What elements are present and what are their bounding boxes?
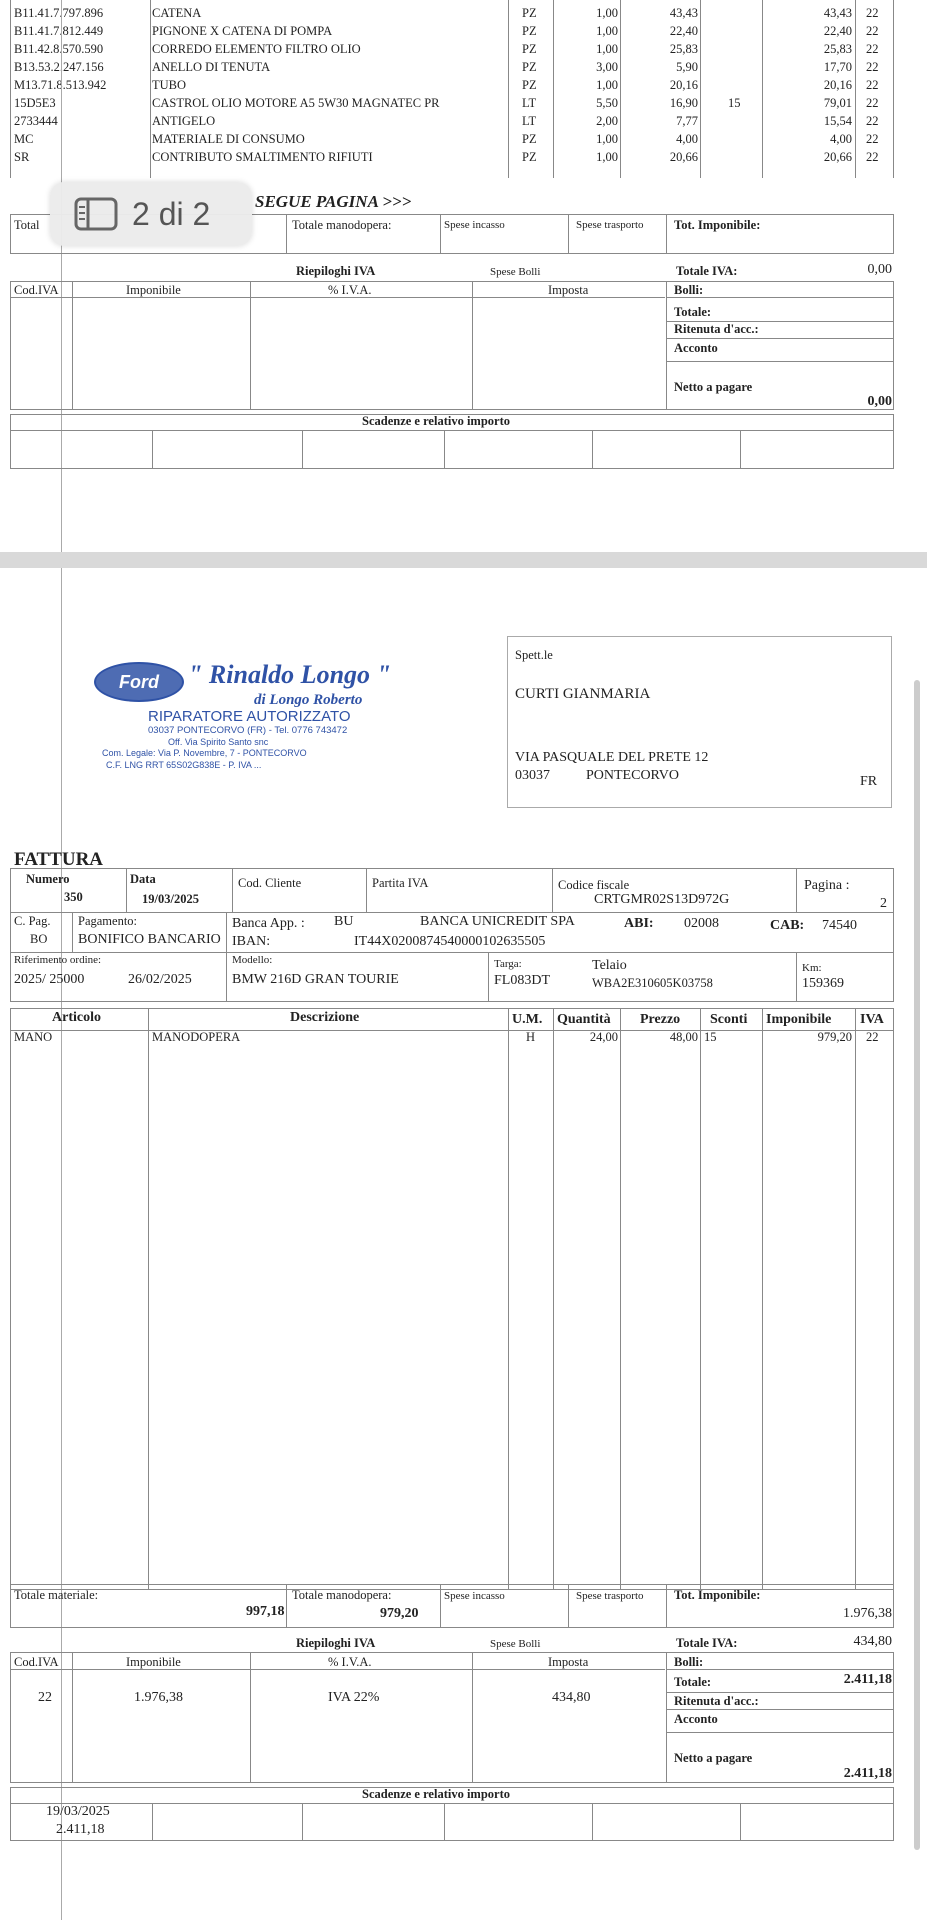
cpag-value: BO — [30, 932, 48, 946]
rule — [666, 1732, 894, 1733]
netto-value: 2.411,18 — [843, 1766, 892, 1781]
rule — [666, 338, 894, 339]
totale-label: Totale: — [674, 305, 712, 319]
scadenze-label: Scadenze e relativo importo — [362, 414, 510, 428]
rule — [762, 1008, 763, 1590]
row-code: B11.41.7.797.896 — [14, 6, 104, 20]
iva-summary-box — [10, 281, 894, 410]
row-price: 22,40 — [669, 24, 698, 38]
cab-label: CAB: — [770, 918, 805, 933]
spese-trasporto-label: Spese trasporto — [576, 1590, 644, 1602]
targa-value: FL083DT — [494, 973, 550, 988]
row-disc: 15 — [728, 96, 741, 110]
telaio-value: WBA2E310605K03758 — [592, 976, 713, 990]
row-qty: 1,00 — [596, 24, 618, 38]
cod-cliente-label: Cod. Cliente — [238, 876, 302, 890]
rule — [10, 912, 894, 913]
row-desc: MATERIALE DI CONSUMO — [152, 132, 305, 146]
rule — [152, 430, 153, 469]
totale-iva-label: Totale IVA: — [676, 264, 738, 278]
rule — [286, 1584, 287, 1628]
scrollbar[interactable] — [914, 680, 920, 1850]
pagamento-value: BONIFICO BANCARIO — [78, 932, 221, 947]
rule — [444, 1803, 445, 1841]
rule — [592, 430, 593, 469]
iban-value: IT44X0200874540000102635505 — [354, 934, 546, 949]
rule — [740, 1803, 741, 1841]
rule — [61, 0, 62, 552]
rule — [855, 0, 856, 178]
row-amount: 20,16 — [823, 78, 852, 92]
col-sconti: Sconti — [710, 1012, 748, 1027]
row-amount: 17,70 — [823, 60, 852, 74]
row-price: 16,90 — [669, 96, 698, 110]
rule — [508, 0, 509, 178]
row-qty: 1,00 — [596, 78, 618, 92]
rule — [10, 1803, 894, 1804]
totale-value: 2.411,18 — [843, 1672, 892, 1687]
rule — [620, 1008, 621, 1590]
row-price: 48,00 — [669, 1030, 698, 1044]
rule — [553, 0, 554, 178]
cod-iva-value: 22 — [38, 1690, 52, 1705]
tot-imponibile-label: Tot. Imponibile: — [674, 218, 761, 232]
row-desc: TUBO — [152, 78, 187, 92]
imposta-label: Imposta — [548, 283, 589, 297]
spese-trasporto-label: Spese trasporto — [576, 219, 644, 231]
imposta-value: 434,80 — [552, 1690, 591, 1705]
rule — [592, 1803, 593, 1841]
row-um: PZ — [522, 132, 537, 146]
rule — [10, 952, 894, 953]
imponibile-label: Imponibile — [126, 1655, 181, 1669]
codice-fiscale-value: CRTGMR02S13D972G — [594, 892, 730, 907]
rule — [855, 1008, 856, 1590]
rule — [226, 952, 227, 1002]
page-separator — [0, 552, 927, 568]
rule — [232, 868, 233, 912]
row-qty: 2,00 — [596, 114, 618, 128]
totale-iva-value: 434,80 — [853, 1634, 892, 1649]
row-code: 15D5E3 — [14, 96, 56, 110]
totale-materiale-value: 997,18 — [246, 1604, 285, 1619]
page-indicator-text: 2 di 2 — [132, 195, 211, 232]
row-code: M13.71.8.513.942 — [14, 78, 107, 92]
pagamento-label: Pagamento: — [78, 914, 138, 928]
row-code: 2733444 — [14, 114, 58, 128]
abi-label: ABI: — [624, 916, 654, 931]
rule — [226, 912, 227, 952]
bolli-label: Bolli: — [674, 1655, 704, 1669]
col-imponibile: Imponibile — [766, 1012, 832, 1027]
totale-iva-label: Totale IVA: — [676, 1636, 738, 1650]
sidebar-icon — [74, 197, 118, 231]
row-desc: MANODOPERA — [152, 1030, 241, 1044]
row-desc: CORREDO ELEMENTO FILTRO OLIO — [152, 42, 361, 56]
row-um: H — [526, 1030, 536, 1044]
row-desc: ANTIGELO — [152, 114, 216, 128]
cod-iva-label: Cod.IVA — [14, 1655, 59, 1669]
banca-code: BU — [334, 914, 354, 929]
row-vat: 22 — [866, 6, 879, 20]
row-code: B11.41.7.812.449 — [14, 24, 104, 38]
row-um: PZ — [522, 150, 537, 164]
perc-iva-label: % I.V.A. — [328, 283, 372, 297]
spese-incasso-label: Spese incasso — [444, 1590, 505, 1602]
col-descrizione: Descrizione — [290, 1010, 360, 1025]
rule — [893, 0, 894, 178]
rule — [553, 1008, 554, 1590]
data-label: Data — [130, 872, 156, 886]
row-code: MANO — [14, 1030, 53, 1044]
numero-label: Numero — [26, 872, 70, 886]
segue-pagina: SEGUE PAGINA >>> — [255, 192, 412, 211]
stamp-title: RIPARATORE AUTORIZZATO — [148, 708, 351, 725]
rule — [72, 912, 73, 952]
km-label: Km: — [802, 962, 822, 974]
row-amount: 79,01 — [823, 96, 852, 110]
col-quantita: Quantità — [557, 1012, 611, 1027]
row-code: SR — [14, 150, 30, 164]
stamp-line3: Com. Legale: Via P. Novembre, 7 - PONTECORVO — [102, 748, 307, 758]
totale-materiale-label: Totale materiale: — [14, 1588, 99, 1602]
perc-iva-value: IVA 22% — [328, 1690, 380, 1705]
iva-summary-box — [10, 1652, 894, 1783]
rule — [148, 1008, 149, 1590]
row-um: PZ — [522, 60, 537, 74]
rif-ordine-value: 2025/ 25000 — [14, 972, 85, 987]
recipient-cap: 03037 — [515, 768, 550, 783]
rule — [250, 281, 251, 410]
row-vat: 22 — [866, 96, 879, 110]
row-qty: 1,00 — [596, 42, 618, 56]
rule — [568, 214, 569, 254]
rif-ordine-date: 26/02/2025 — [128, 972, 192, 987]
row-vat: 22 — [866, 24, 879, 38]
row-code: B13.53.2.247.156 — [14, 60, 104, 74]
imponibile-label: Imponibile — [126, 283, 181, 297]
row-desc: CATENA — [152, 6, 202, 20]
recipient-city: PONTECORVO — [586, 768, 679, 783]
rule — [488, 952, 489, 1002]
rule — [472, 1652, 473, 1783]
rule — [440, 214, 441, 254]
tot-imponibile-label: Tot. Imponibile: — [674, 1588, 761, 1602]
rule — [72, 281, 73, 410]
row-um: PZ — [522, 6, 537, 20]
imposta-label: Imposta — [548, 1655, 589, 1669]
rule — [666, 1584, 667, 1628]
rule — [444, 430, 445, 469]
row-desc: CONTRIBUTO SMALTIMENTO RIFIUTI — [152, 150, 373, 164]
row-code: MC — [14, 132, 34, 146]
rule — [796, 952, 797, 1002]
totale-manodopera-label: Totale manodopera: — [292, 1588, 392, 1602]
rule — [508, 1008, 509, 1590]
stamp-line2: Off. Via Spirito Santo snc — [168, 737, 269, 747]
totale-manodopera-label: Totale manodopera: — [292, 218, 392, 232]
rule — [366, 868, 367, 912]
rule — [620, 0, 621, 178]
stamp-line1: 03037 PONTECORVO (FR) - Tel. 0776 743472 — [148, 725, 348, 736]
rule — [286, 214, 287, 254]
ritenuta-label: Ritenuta d'acc.: — [674, 1694, 759, 1708]
modello-label: Modello: — [232, 954, 273, 966]
rule — [302, 430, 303, 469]
rule — [10, 430, 894, 431]
recipient-box — [507, 636, 892, 808]
col-um: U.M. — [512, 1012, 543, 1027]
row-vat: 22 — [866, 150, 879, 164]
iban-label: IBAN: — [232, 934, 271, 949]
banca-name: BANCA UNICREDIT SPA — [420, 914, 575, 929]
row-qty: 5,50 — [596, 96, 618, 110]
col-iva: IVA — [860, 1012, 884, 1027]
page-indicator-badge[interactable] — [50, 182, 252, 246]
cod-iva-label: Cod.IVA — [14, 283, 59, 297]
pagina-label: Pagina : — [804, 878, 850, 893]
stamp-name: " Rinaldo Longo " — [188, 660, 391, 689]
riepiloghi-iva-label: Riepiloghi IVA — [296, 264, 376, 278]
rule — [666, 1692, 894, 1693]
row-vat: 22 — [866, 114, 879, 128]
row-code: B11.42.8.570.590 — [14, 42, 104, 56]
scadenze-label: Scadenze e relativo importo — [362, 1787, 510, 1801]
invoice-page-1 — [0, 0, 927, 552]
row-vat: 22 — [866, 78, 879, 92]
rule — [762, 0, 763, 178]
col-prezzo: Prezzo — [640, 1012, 681, 1027]
row-um: PZ — [522, 24, 537, 38]
banca-label: Banca App. : — [232, 916, 305, 931]
row-desc: PIGNONE X CATENA DI POMPA — [152, 24, 333, 38]
abi-value: 02008 — [684, 916, 719, 931]
rule — [568, 1584, 569, 1628]
row-qty: 1,00 — [596, 132, 618, 146]
row-amount: 22,40 — [823, 24, 852, 38]
row-um: PZ — [522, 78, 537, 92]
numero-value: 350 — [64, 890, 83, 904]
netto-value: 0,00 — [867, 394, 892, 409]
row-qty: 1,00 — [596, 150, 618, 164]
targa-label: Targa: — [494, 958, 522, 970]
row-price: 4,00 — [676, 132, 698, 146]
codice-fiscale-label: Codice fiscale — [558, 878, 630, 892]
perc-iva-label: % I.V.A. — [328, 1655, 372, 1669]
row-amount: 979,20 — [817, 1030, 852, 1044]
row-price: 25,83 — [669, 42, 698, 56]
pagina-value: 2 — [880, 896, 887, 911]
row-um: PZ — [522, 42, 537, 56]
rule — [552, 868, 553, 912]
rule — [666, 1709, 894, 1710]
row-amount: 43,43 — [823, 6, 852, 20]
rule — [440, 1584, 441, 1628]
row-price: 5,90 — [676, 60, 698, 74]
bolli-label: Bolli: — [674, 283, 704, 297]
rule — [666, 361, 894, 362]
row-price: 43,43 — [669, 6, 698, 20]
cpag-label: C. Pag. — [14, 914, 51, 928]
cab-value: 74540 — [822, 918, 857, 933]
imponibile-value: 1.976,38 — [134, 1690, 183, 1705]
row-price: 20,66 — [669, 150, 698, 164]
row-amount: 15,54 — [823, 114, 852, 128]
doc-type: FATTURA — [14, 849, 104, 870]
km-value: 159369 — [802, 976, 844, 991]
rule — [72, 1652, 73, 1783]
row-price: 7,77 — [676, 114, 698, 128]
row-vat: 22 — [866, 132, 879, 146]
rule — [700, 1008, 701, 1590]
rule — [10, 0, 11, 178]
tot-imponibile-value: 1.976,38 — [843, 1606, 892, 1621]
partita-iva-label: Partita IVA — [372, 876, 429, 890]
recipient-prov: FR — [860, 774, 878, 789]
rule — [666, 281, 667, 410]
row-um: LT — [522, 96, 537, 110]
rule — [250, 1652, 251, 1783]
riepiloghi-iva-label: Riepiloghi IVA — [296, 1636, 376, 1650]
row-um: LT — [522, 114, 537, 128]
ritenuta-label: Ritenuta d'acc.: — [674, 322, 759, 336]
totale-label: Totale: — [674, 1675, 712, 1689]
row-desc: ANELLO DI TENUTA — [152, 60, 271, 74]
recipient-street: VIA PASQUALE DEL PRETE 12 — [515, 750, 709, 765]
row-amount: 25,83 — [823, 42, 852, 56]
acconto-label: Acconto — [674, 1712, 718, 1726]
rule — [150, 0, 151, 178]
row-amount: 20,66 — [823, 150, 852, 164]
row-qty: 1,00 — [596, 6, 618, 20]
ford-logo: Ford — [94, 662, 184, 702]
totale-manodopera-value: 979,20 — [380, 1606, 419, 1621]
data-value: 19/03/2025 — [142, 892, 199, 906]
row-vat: 22 — [866, 60, 879, 74]
row-qty: 3,00 — [596, 60, 618, 74]
col-articolo: Articolo — [52, 1010, 101, 1025]
rule — [126, 868, 127, 912]
totale-iva-value: 0,00 — [867, 262, 892, 277]
row-disc: 15 — [704, 1030, 717, 1044]
row-qty: 24,00 — [589, 1030, 618, 1044]
spese-bolli-label: Spese Bolli — [490, 266, 541, 278]
row-vat: 22 — [866, 1030, 879, 1044]
netto-label: Netto a pagare — [674, 1751, 753, 1765]
modello-value: BMW 216D GRAN TOURIE — [232, 972, 399, 987]
rule — [796, 868, 797, 912]
rule — [666, 1652, 667, 1783]
rule — [152, 1803, 153, 1841]
acconto-label: Acconto — [674, 341, 718, 355]
spett-label: Spett.le — [515, 648, 553, 662]
rule — [740, 430, 741, 469]
rif-ordine-label: Riferimento ordine: — [14, 954, 102, 966]
rule — [302, 1803, 303, 1841]
rule — [472, 281, 473, 410]
recipient-name: CURTI GIANMARIA — [515, 686, 651, 702]
row-price: 20,16 — [669, 78, 698, 92]
stamp-sub: di Longo Roberto — [254, 692, 363, 708]
netto-label: Netto a pagare — [674, 380, 753, 394]
scadenza-amount: 2.411,18 — [56, 1822, 105, 1837]
rule — [666, 214, 667, 254]
rule — [700, 0, 701, 178]
company-stamp — [88, 648, 428, 778]
telaio-label: Telaio — [592, 958, 627, 973]
spese-bolli-label: Spese Bolli — [490, 1638, 541, 1650]
row-desc: CASTROL OLIO MOTORE A5 5W30 MAGNATEC PR — [152, 96, 440, 110]
row-amount: 4,00 — [830, 132, 852, 146]
row-vat: 22 — [866, 42, 879, 56]
stamp-line4: C.F. LNG RRT 65S02G838E - P. IVA ... — [106, 760, 262, 770]
spese-incasso-label: Spese incasso — [444, 219, 505, 231]
scadenza-date: 19/03/2025 — [46, 1804, 110, 1819]
totale-materiale-label: Total — [14, 218, 40, 232]
